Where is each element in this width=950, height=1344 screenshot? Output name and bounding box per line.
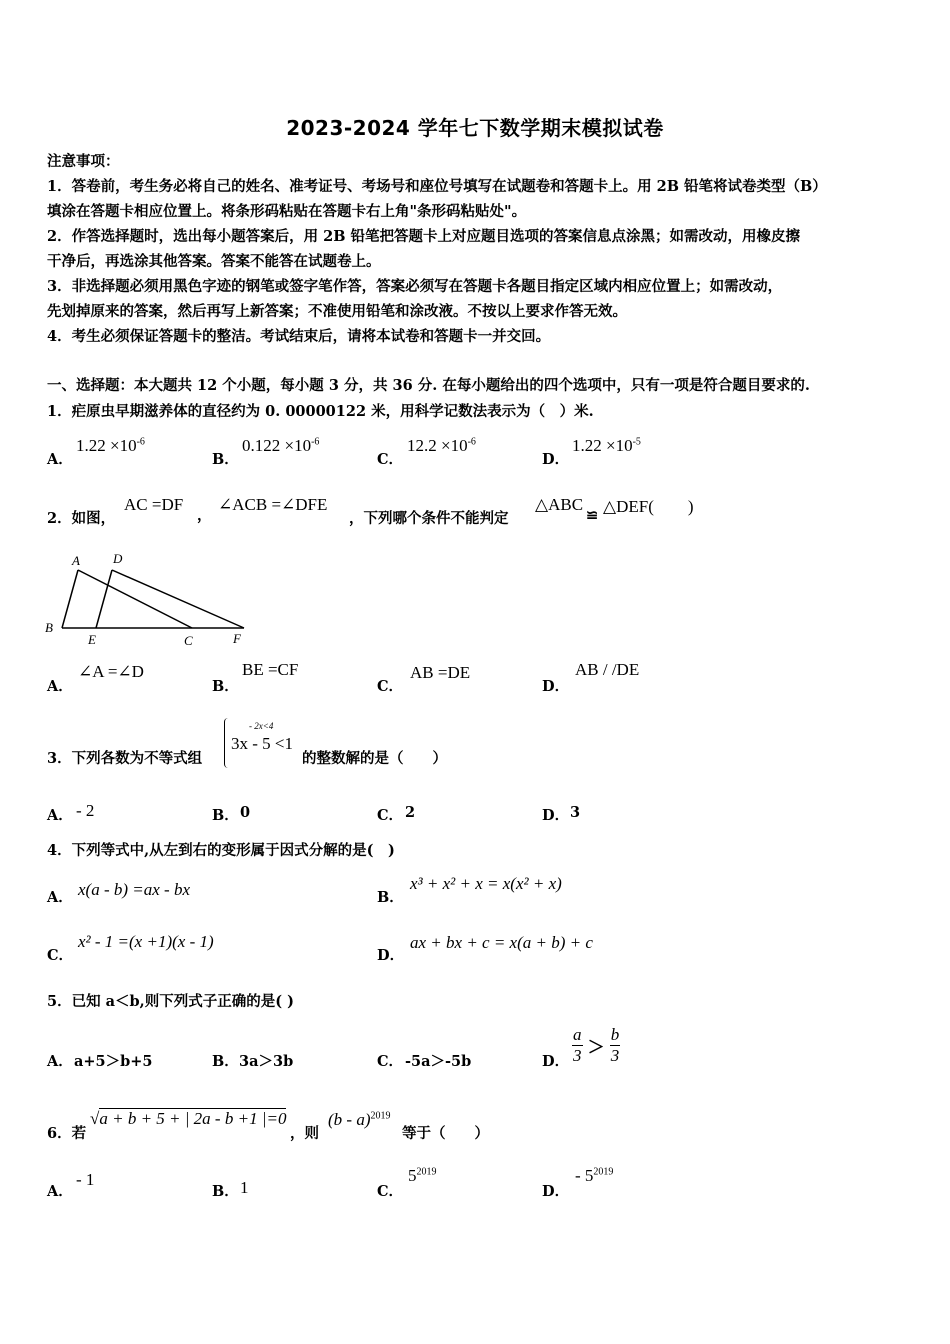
q3-option-a: - 2	[76, 801, 95, 820]
q2-given-2: ∠ACB =∠DFE	[218, 495, 328, 514]
notice-line: 2．作答选择题时，选出每小题答案后，用 2B 铅笔把答题卡上对应题目选项的答案信息点涂黑；如需改动，用橡皮擦	[47, 228, 801, 245]
option-label: B．	[212, 1053, 239, 1070]
option-label: A．	[47, 451, 73, 468]
option-label: D．	[542, 451, 570, 468]
option-label: D．	[542, 1183, 570, 1200]
notice-heading: 注意事项：	[47, 153, 120, 170]
option-label: B．	[212, 451, 239, 468]
option-label: A．	[47, 678, 73, 695]
line-ac	[78, 570, 192, 628]
q2-mid-text: ，下列哪个条件不能判定	[349, 510, 509, 527]
notice-line: 干净后，再选涂其他答案。答案不能答在试题卷上。	[47, 253, 381, 270]
triangle-figure	[40, 548, 250, 648]
option-label: A．	[47, 807, 73, 824]
question-5-stem: 5．已知 a＜b,则下列式子正确的是( )	[47, 993, 294, 1010]
q5-option-a: a+5＞b+5	[74, 1053, 153, 1070]
section-heading: 一、选择题：本大题共 12 个小题，每小题 3 分，共 36 分. 在每小题给出的四个选项中，只有一项是符合题目要求的.	[47, 377, 810, 394]
q6-condition: √a + b + 5 + | 2a - b +1 |=0	[90, 1109, 287, 1128]
q3-inequality-1: - 2x<4	[249, 721, 274, 731]
q6-option-b: 1	[240, 1178, 249, 1197]
point-label-f: F	[233, 631, 241, 646]
q2-given-1: AC =DF	[124, 495, 184, 514]
q5-option-b: 3a＞3b	[239, 1053, 294, 1070]
option-label: A．	[47, 1053, 73, 1070]
page-title: 2023-2024 学年七下数学期末模拟试卷	[286, 116, 664, 140]
notice-line: 先划掉原来的答案，然后再写上新答案；不准使用铅笔和涂改液。不按以上要求作答无效。	[47, 303, 627, 320]
option-label: C．	[47, 947, 74, 964]
option-label: D．	[377, 947, 405, 964]
option-label: B．	[212, 807, 239, 824]
q6-option-d: - $5^{2019}$	[575, 1166, 614, 1185]
point-label-b: B	[45, 620, 53, 635]
option-label: C．	[377, 1183, 404, 1200]
question-4-stem: 4．下列等式中,从左到右的变形属于因式分解的是( )	[47, 842, 395, 859]
q5-option-c: -5a＞-5b	[405, 1053, 472, 1070]
q4-option-c: x² - 1 =(x +1)(x - 1)	[78, 932, 214, 951]
option-label: A．	[47, 1183, 73, 1200]
q6-option-c: $5^{2019}$	[408, 1166, 437, 1185]
q2-option-c: AB =DE	[410, 663, 471, 682]
q4-option-d: ax + bx + c = x(a + b) + c	[410, 933, 593, 952]
question-1-stem: 1．疟原虫早期滋养体的直径约为 0. 00000122 米，用科学记数法表示为（ ）米.	[47, 403, 594, 420]
line-df	[112, 570, 244, 628]
q5-option-d: $\frac{a}{3}$ ＞ $\frac{b}{3}$	[573, 1025, 620, 1065]
q2-option-d: AB / /DE	[575, 660, 640, 679]
option-label: B．	[377, 889, 404, 906]
q3-option-c: 2	[405, 804, 416, 821]
notice-line: 填涂在答题卡相应位置上。将条形码粘贴在答题卡右上角"条形码粘贴处"。	[47, 203, 527, 220]
system-brace	[224, 718, 228, 768]
option-label: D．	[542, 807, 570, 824]
q2-option-a: ∠A =∠D	[78, 662, 144, 681]
q6-mid-text: ，则	[290, 1125, 319, 1142]
option-label: D．	[542, 678, 570, 695]
option-label: C．	[377, 807, 404, 824]
q2-triangle-1: △ABC	[535, 495, 584, 514]
notice-line: 3．非选择题必须用黑色字迹的钢笔或签字笔作答，答案必须写在答题卡各题目指定区域内相应位置上；如需改动，	[47, 278, 783, 295]
q3-option-b: 0	[240, 804, 251, 821]
q2-option-b: BE =CF	[242, 660, 299, 679]
q6-option-a: - 1	[76, 1170, 95, 1189]
question-3-prefix: 3．下列各数为不等式组	[47, 750, 203, 767]
q1-option-c: $12.2 \times 10^{-6}$	[407, 436, 476, 455]
option-label: C．	[377, 678, 404, 695]
point-label-e: E	[88, 632, 96, 647]
q1-option-b: $0.122 \times 10^{-6}$	[242, 436, 320, 455]
option-label: D．	[542, 1053, 570, 1070]
point-label-d: D	[113, 551, 123, 566]
line-ed	[96, 570, 112, 628]
q2-congruent: ≌	[586, 507, 599, 524]
notice-line: 1．答卷前，考生务必将自己的姓名、准考证号、考场号和座位号填写在试题卷和答题卡上。用 2B 铅笔将试卷类型（B）	[47, 178, 827, 195]
q3-inequality-2: 3x - 5 <1	[231, 734, 293, 753]
question-6-prefix: 6．若	[47, 1125, 87, 1142]
q1-option-a: $1.22 \times 10^{-6}$	[76, 436, 145, 455]
point-label-c: C	[184, 633, 193, 648]
q3-option-d: 3	[570, 804, 581, 821]
q1-option-d: $1.22 \times 10^{-5}$	[572, 436, 641, 455]
question-6-suffix: 等于（ ）	[402, 1125, 489, 1142]
option-label: B．	[212, 678, 239, 695]
question-2-prefix: 2．如图，	[47, 510, 116, 527]
option-label: C．	[377, 451, 404, 468]
question-3-suffix: 的整数解的是（ ）	[302, 750, 447, 767]
q2-comma: ，	[197, 507, 212, 524]
q2-triangle-2: △DEF( )	[603, 497, 694, 516]
q4-option-a: x(a - b) =ax - bx	[78, 880, 191, 899]
line-ba	[62, 570, 78, 628]
point-label-a: A	[72, 553, 80, 568]
notice-line: 4．考生必须保证答题卡的整洁。考试结束后，请将本试卷和答题卡一并交回。	[47, 328, 551, 345]
q4-option-b: x³ + x² + x = x(x² + x)	[410, 874, 562, 893]
option-label: C．	[377, 1053, 404, 1070]
q6-expression: (b - a)$^{2019}$	[328, 1110, 391, 1129]
option-label: A．	[47, 889, 73, 906]
option-label: B．	[212, 1183, 239, 1200]
